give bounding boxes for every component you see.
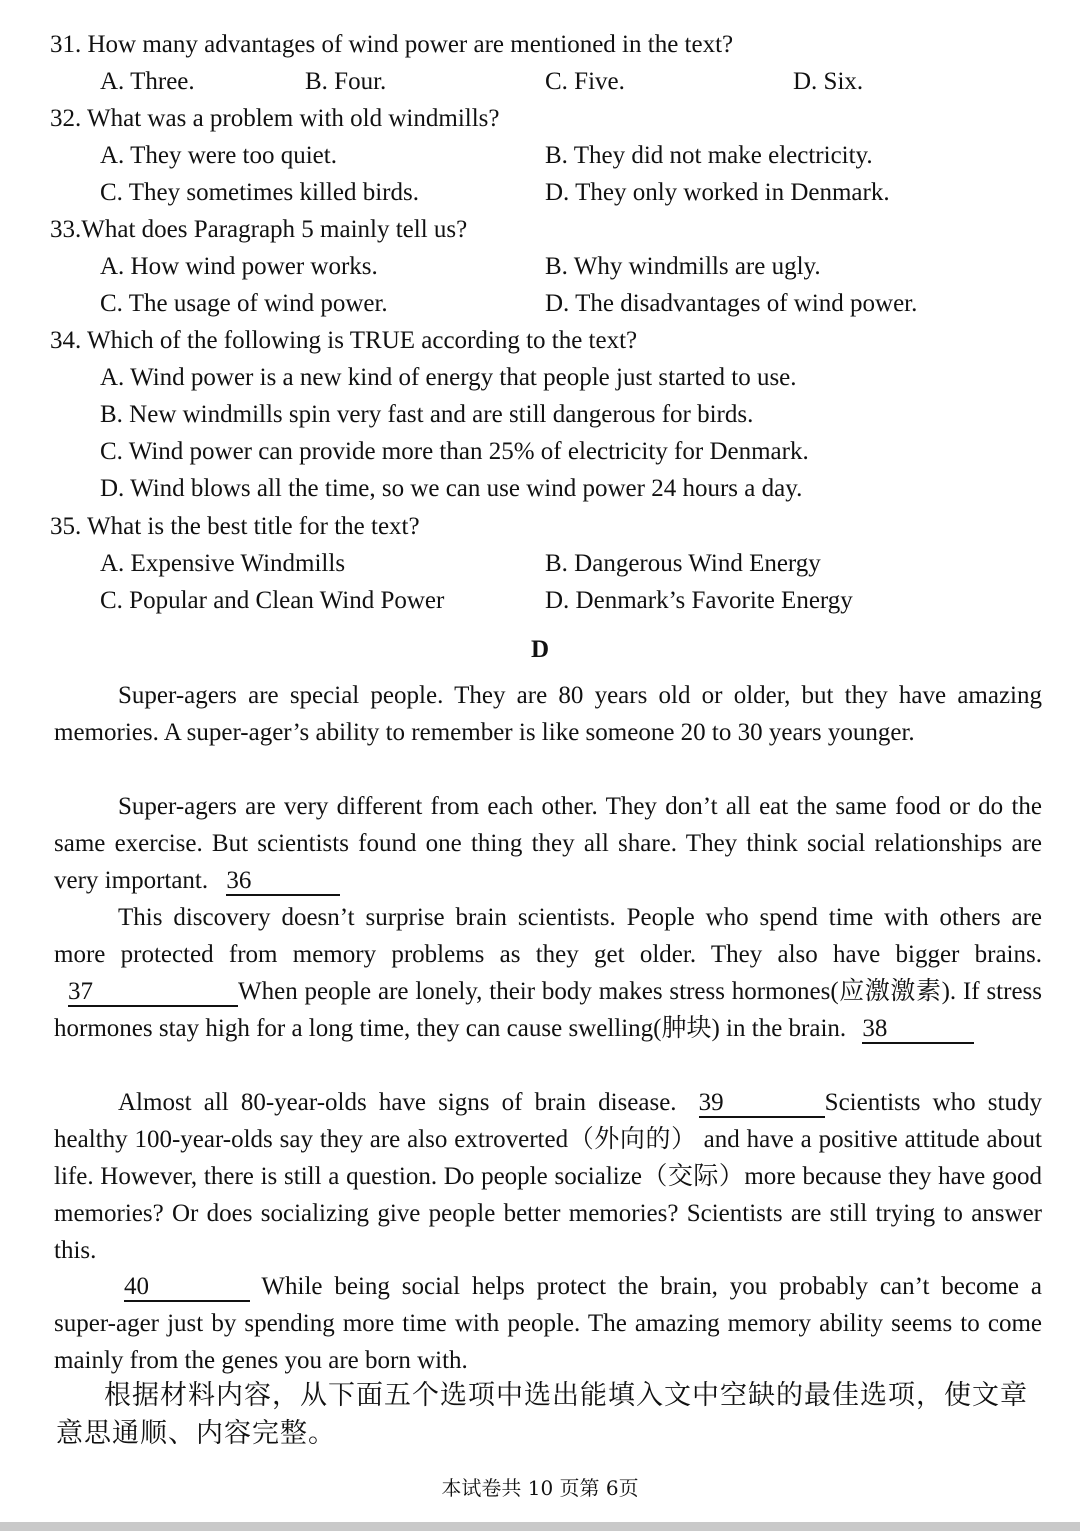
paragraph-text: This discovery doesn’t surprise brain scientists. People who spend time with others are more protected from memory problems as they get older. They also have bigger brains.	[54, 904, 1042, 968]
passage-paragraph-3	[54, 899, 1042, 1047]
question-34-stem: 34. Which of the following is TRUE according to the text?	[50, 327, 638, 354]
question-32-option-c: C. They sometimes killed birds.	[100, 179, 419, 206]
question-35-option-b: B. Dangerous Wind Energy	[545, 550, 821, 577]
question-34-option-c: C. Wind power can provide more than 25% of electricity for Denmark.	[100, 438, 809, 465]
question-33-option-b: B. Why windmills are ugly.	[545, 253, 821, 280]
question-35-option-c: C. Popular and Clean Wind Power	[100, 587, 445, 614]
question-34-option-d: D. Wind blows all the time, so we can use wind power 24 hours a day.	[100, 475, 803, 502]
passage-paragraph-5	[54, 1268, 1042, 1379]
blank-39[interactable]: 39	[699, 1090, 825, 1118]
question-31-option-a: A. Three.	[100, 68, 195, 95]
question-35-option-d: D. Denmark’s Favorite Energy	[545, 587, 853, 614]
question-35-stem: 35. What is the best title for the text?	[50, 513, 420, 540]
question-31-stem: 31. How many advantages of wind power are mentioned in the text?	[50, 31, 734, 58]
question-31-option-c: C. Five.	[545, 68, 625, 95]
question-31-option-b: B. Four.	[305, 68, 387, 95]
paragraph-text: When people are lonely, their body makes stress hormones(应激激素). If stress hormones stay high for a long time, they can cause swelling(肿块) in the brain.	[54, 978, 1042, 1042]
section-heading: D	[530, 636, 550, 663]
question-35-option-a: A. Expensive Windmills	[100, 550, 346, 577]
paragraph-text: Super-agers are very different from each other. They don’t all eat the same food or do the same exercise. But scientists found one thing they all share. They think social relationships are very important.	[54, 793, 1042, 894]
question-32-option-d: D. They only worked in Denmark.	[545, 179, 890, 206]
page-bottom-edge	[0, 1522, 1080, 1531]
blank-36[interactable]: 36	[226, 868, 340, 896]
paragraph-text: While being social helps protect the brain, you probably can’t become a super-ager just by spending more time with people. The amazing memory ability seems to come mainly from the genes you are born with.	[54, 1273, 1042, 1374]
paragraph-text: Scientists who study healthy 100-year-olds say they are also extroverted（外向的） and have a positive attitude about life. However, there is still a question. Do people socialize（交际）more because they have good memories? Or does socializing give people better memories? Scientists are still trying to answer this.	[54, 1089, 1042, 1264]
blank-37[interactable]: 37	[68, 979, 238, 1007]
task-instruction	[56, 1377, 1042, 1453]
question-32-stem: 32. What was a problem with old windmills?	[50, 105, 500, 132]
question-33-option-c: C. The usage of wind power.	[100, 290, 388, 317]
paragraph-text: Almost all 80-year-olds have signs of brain disease.	[118, 1089, 689, 1116]
blank-40[interactable]: 40	[124, 1274, 250, 1302]
question-33-stem: 33.What does Paragraph 5 mainly tell us?	[50, 216, 468, 243]
question-32-option-b: B. They did not make electricity.	[545, 142, 873, 169]
blank-38[interactable]: 38	[862, 1016, 974, 1044]
paragraph-text: Super-agers are special people. They are 80 years old or older, but they have amazing memories. A super-ager’s ability to remember is like someone 20 to 30 years younger.	[54, 682, 1042, 746]
passage-paragraph-2	[54, 788, 1042, 899]
question-32-option-a: A. They were too quiet.	[100, 142, 337, 169]
passage-paragraph-1	[54, 677, 1042, 751]
question-33-option-a: A. How wind power works.	[100, 253, 378, 280]
question-33-option-d: D. The disadvantages of wind power.	[545, 290, 918, 317]
question-34-option-b: B. New windmills spin very fast and are still dangerous for birds.	[100, 401, 754, 428]
page-footer: 本试卷共 10 页第 6页	[441, 1476, 639, 1500]
passage-paragraph-4	[54, 1084, 1042, 1269]
question-31-option-d: D. Six.	[793, 68, 864, 95]
question-34-option-a: A. Wind power is a new kind of energy that people just started to use.	[100, 364, 797, 391]
instruction-text: 根据材料内容，从下面五个选项中选出能填入文中空缺的最佳选项，使文章意思通顺、内容完整。	[56, 1380, 1028, 1449]
